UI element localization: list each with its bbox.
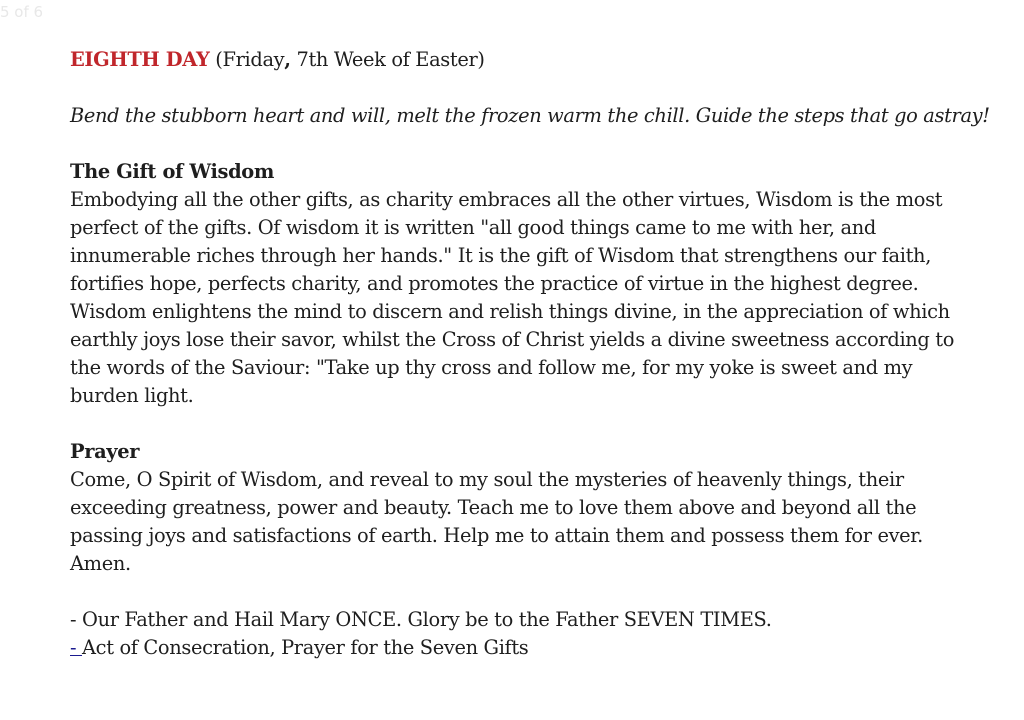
gift-body: Embodying all the other gifts, as charity embraces all the other virtues, Wisdom is the most perfect of the gifts. Of wisdom it is written "all good things came to me with her, and innumerable riches through her hands." It is the gift of Wisdom that strengthens our faith, fortifies hope, perfects charity, and promotes the practice of virtue in the highest degree. Wisdom enlightens the mind to discern and relish things divine, in the appreciation of which earthly joys lose their savor, whilst the Cross of Christ yields a divine sweetness according to the words of the Saviour: "Take up thy cross and follow me, for my yoke is sweet and my burden light. xyxy=(70,188,955,407)
instruction-line-1: - Our Father and Hail Mary ONCE. Glory be to the Father SEVEN TIMES. xyxy=(70,608,772,631)
page-indicator: 5 of 6 xyxy=(0,3,44,21)
day-date-comma: , xyxy=(284,48,291,71)
day-title: EIGHTH DAY xyxy=(70,48,210,71)
prayer-title: Prayer xyxy=(70,440,140,463)
day-heading xyxy=(70,46,980,74)
document-content xyxy=(70,46,990,662)
day-date-rest: 7th Week of Easter) xyxy=(290,48,485,71)
instruction-line-2 xyxy=(70,634,980,662)
day-date-open: (Friday xyxy=(215,48,285,71)
prayer-body: Come, O Spirit of Wisdom, and reveal to my soul the mysteries of heavenly things, their exceeding greatness, power and beauty. Teach me to love them above and beyond all the passing joys and satisfactions of earth. Help me to attain them and possess them for ever. Amen. xyxy=(70,468,923,575)
instruction-line-2-text: Act of Consecration, Prayer for the Seven Gifts xyxy=(82,636,529,659)
hymn-quote: Bend the stubborn heart and will, melt the frozen warm the chill. Guide the steps that go astray! xyxy=(70,104,990,127)
instructions-list xyxy=(70,606,980,662)
gift-title: The Gift of Wisdom xyxy=(70,160,275,183)
consecration-link[interactable]: - xyxy=(70,636,83,659)
